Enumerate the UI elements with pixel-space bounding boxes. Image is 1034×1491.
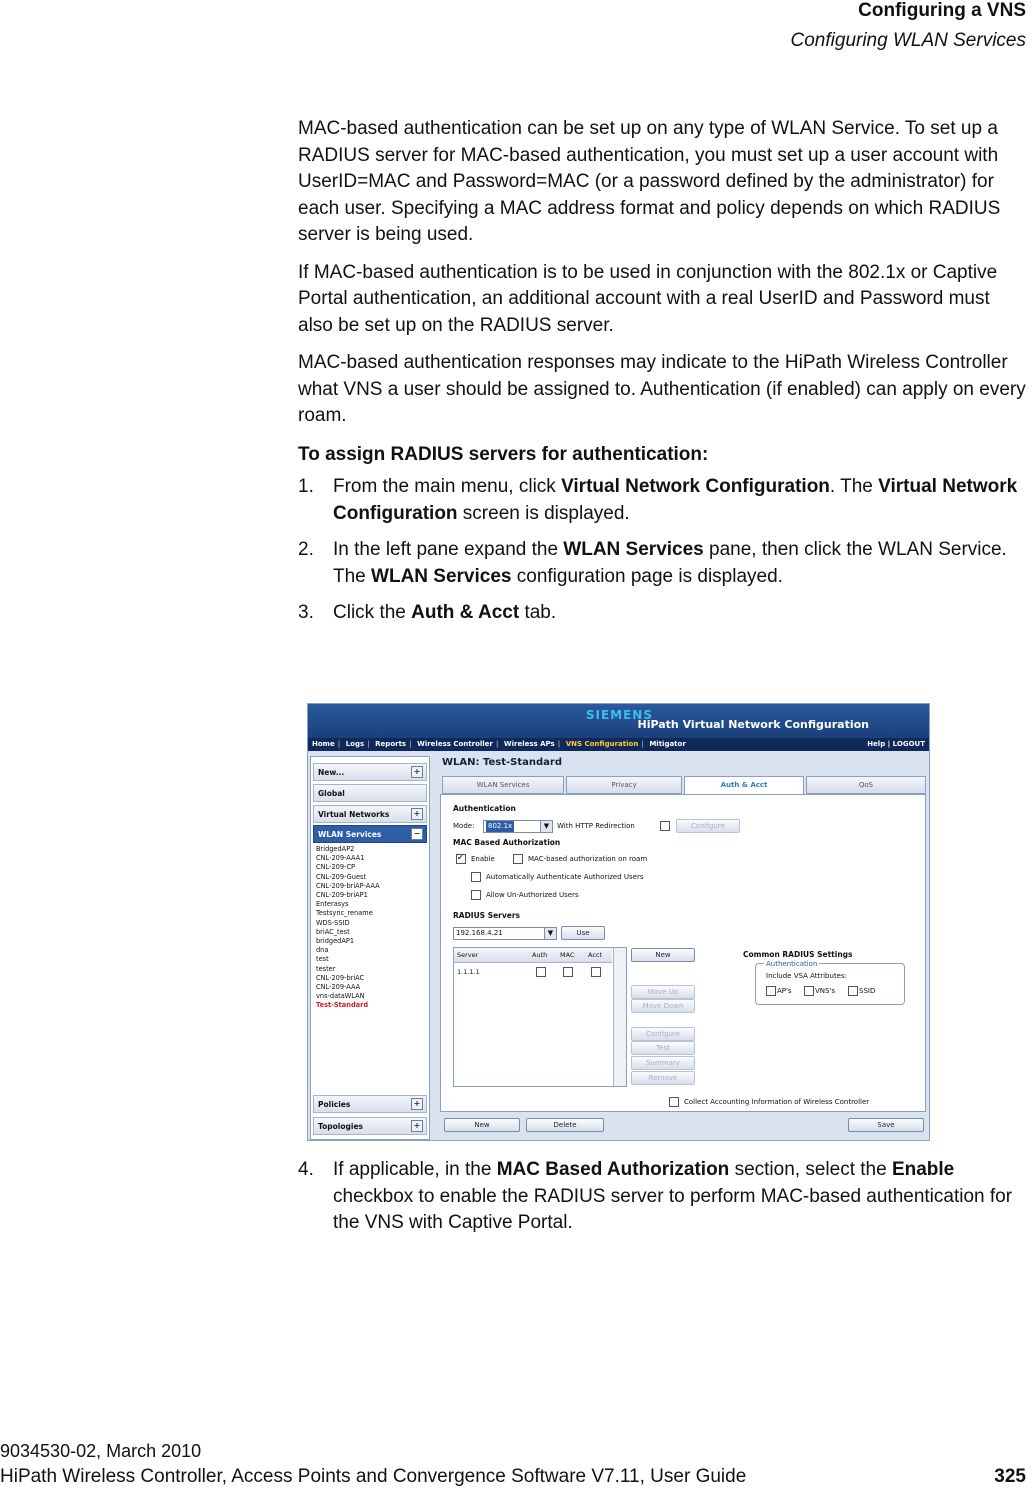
auto-auth-label: Automatically Authenticate Authorized Users bbox=[486, 873, 644, 881]
left-new[interactable]: New... + bbox=[313, 763, 427, 781]
step-text: configuration page is displayed. bbox=[511, 565, 783, 587]
service-item[interactable]: BridgedAP2 bbox=[316, 845, 355, 853]
chevron-down-icon: ▼ bbox=[540, 821, 552, 832]
summary-button[interactable]: Summary bbox=[631, 1056, 695, 1070]
wlan-service-list bbox=[316, 845, 380, 1011]
app-title: HiPath Virtual Network Configuration bbox=[637, 718, 869, 731]
vsa-vns-checkbox[interactable] bbox=[804, 986, 814, 996]
service-item[interactable]: CNL-209-briAP-AAA bbox=[316, 881, 380, 890]
move-down-button[interactable]: Move Down bbox=[631, 999, 695, 1013]
step-text: Click the bbox=[333, 602, 412, 623]
nav-wireless-aps[interactable]: Wireless APs bbox=[503, 740, 555, 748]
common-radius-box bbox=[755, 960, 905, 1005]
siemens-logo: SIEMENS bbox=[585, 708, 653, 722]
row-acct-checkbox[interactable] bbox=[591, 967, 601, 977]
left-global[interactable]: Global bbox=[313, 784, 427, 802]
allow-unauth-label: Allow Un-Authorized Users bbox=[486, 891, 579, 899]
move-up-button[interactable]: Move Up bbox=[631, 985, 695, 999]
vsa-vns-label: VNS's bbox=[815, 987, 836, 995]
step-text: . The bbox=[829, 476, 879, 497]
tab-wlan-services[interactable]: WLAN Services bbox=[442, 776, 564, 794]
use-button[interactable]: Use bbox=[561, 926, 605, 940]
procedure-title: To assign RADIUS servers for authentication: bbox=[298, 443, 709, 465]
screenshot-figure bbox=[307, 703, 930, 1141]
step-text: pane, then click the WLAN Service. The bbox=[333, 539, 1007, 587]
nav-vns-configuration[interactable]: VNS Configuration bbox=[565, 740, 639, 748]
vsa-ssid-label: SSID bbox=[859, 987, 876, 995]
table-scrollbar[interactable] bbox=[613, 948, 626, 1086]
plus-icon[interactable]: + bbox=[411, 1120, 423, 1132]
tab-auth-acct[interactable]: Auth & Acct bbox=[684, 776, 804, 795]
main-nav: Home | Logs | Reports | Wireless Controller | Wireless APs | VNS Configuration | Mitigator Help | LOGOUT bbox=[308, 738, 929, 751]
mac-auth-heading: MAC Based Authorization bbox=[453, 838, 561, 847]
service-item[interactable]: CNL-209-briAC bbox=[316, 973, 365, 982]
section-title: Configuring WLAN Services bbox=[790, 30, 1026, 51]
step-number: 4. bbox=[298, 1159, 314, 1180]
tab-privacy[interactable]: Privacy bbox=[566, 776, 682, 794]
tab-qos[interactable]: QoS bbox=[806, 776, 926, 794]
common-legend: Authentication bbox=[766, 960, 818, 968]
service-item[interactable]: dna bbox=[316, 946, 329, 955]
chapter-title: Configuring a VNS bbox=[858, 0, 1026, 21]
paragraph-2: If MAC-based authentication is to be used in conjunction with the 802.1x or Captive Portal authentication, an additional account with a real UserID and Password must also be set up on the RADIUS server. bbox=[298, 261, 998, 336]
col-server: Server bbox=[457, 951, 479, 959]
enable-checkbox[interactable] bbox=[456, 854, 466, 864]
step-bold: Enable bbox=[891, 1159, 955, 1180]
step-bold: WLAN Services bbox=[371, 565, 512, 587]
step-bold: WLAN Services bbox=[563, 539, 704, 560]
left-wlan-services[interactable]: WLAN Services − bbox=[313, 825, 427, 843]
http-redirection-checkbox[interactable] bbox=[660, 821, 670, 831]
service-item[interactable]: Testsync_rename bbox=[316, 909, 373, 918]
table-row[interactable]: 1.1.1.1 bbox=[457, 968, 480, 976]
service-item[interactable]: Enterasys bbox=[316, 900, 349, 909]
common-radius-heading: Common RADIUS Settings bbox=[743, 950, 853, 959]
step-2 bbox=[298, 537, 1028, 590]
step-number: 1. bbox=[298, 476, 314, 497]
enable-label: Enable bbox=[471, 855, 495, 863]
left-pane bbox=[310, 756, 430, 1140]
step-number: 2. bbox=[298, 539, 314, 560]
service-item[interactable]: vns-dataWLAN bbox=[316, 992, 365, 1001]
new-wlan-button[interactable]: New bbox=[444, 1118, 520, 1132]
allow-unauth-checkbox[interactable] bbox=[471, 890, 481, 900]
test-button[interactable]: Test bbox=[631, 1041, 695, 1055]
service-item[interactable]: tester bbox=[316, 964, 336, 973]
plus-icon[interactable]: + bbox=[411, 766, 423, 778]
collect-accounting-checkbox[interactable] bbox=[669, 1097, 679, 1107]
mac-roam-checkbox[interactable] bbox=[513, 854, 523, 864]
step-text: From the main menu, click bbox=[333, 476, 562, 497]
step-4 bbox=[298, 1157, 1028, 1237]
mode-label: Mode: bbox=[453, 822, 475, 830]
nav-mitigator[interactable]: Mitigator bbox=[649, 740, 686, 748]
auth-panel bbox=[440, 794, 926, 1112]
service-item[interactable]: CNL-209-briAP1 bbox=[316, 891, 368, 900]
vsa-aps-label: AP's bbox=[777, 987, 792, 995]
col-mac: MAC bbox=[560, 951, 575, 959]
main-content bbox=[298, 116, 1028, 637]
radius-server-table bbox=[453, 947, 627, 1087]
plus-icon[interactable]: + bbox=[411, 1098, 423, 1110]
app-banner bbox=[308, 704, 929, 738]
delete-button[interactable]: Delete bbox=[526, 1118, 604, 1132]
service-item-selected[interactable]: Test-Standard bbox=[316, 1001, 369, 1010]
step-bold: Virtual Network Configuration bbox=[333, 476, 1018, 524]
radius-servers-heading: RADIUS Servers bbox=[453, 911, 521, 920]
radius-server-select[interactable]: 192.168.4.21 ▼ bbox=[453, 927, 557, 940]
left-virtual-networks[interactable]: Virtual Networks + bbox=[313, 805, 427, 823]
page-number: 325 bbox=[994, 1466, 1026, 1487]
step-3 bbox=[298, 600, 1028, 627]
step-bold: MAC Based Authorization bbox=[496, 1159, 730, 1180]
doc-title: HiPath Wireless Controller, Access Points and Convergence Software V7.11, User Guide bbox=[0, 1466, 747, 1487]
service-item[interactable]: briAC_test bbox=[316, 927, 350, 936]
step-bold: Virtual Network Configuration bbox=[561, 476, 830, 497]
step-text: tab. bbox=[519, 602, 557, 623]
table-header bbox=[454, 948, 612, 963]
wlan-title: WLAN: Test-Standard bbox=[442, 757, 562, 768]
step-4-container bbox=[298, 1157, 1028, 1247]
main-pane bbox=[436, 756, 926, 1138]
row-auth-checkbox[interactable] bbox=[536, 967, 546, 977]
nav-help[interactable]: Help bbox=[867, 740, 886, 748]
step-number: 3. bbox=[298, 602, 314, 623]
mode-select[interactable]: 802.1x ▼ bbox=[483, 820, 553, 833]
collect-accounting-label: Collect Accounting Information of Wireless Controller bbox=[684, 1098, 870, 1106]
nav-logout[interactable]: LOGOUT bbox=[892, 740, 925, 748]
step-1 bbox=[298, 474, 1028, 527]
service-item[interactable]: bridgedAP1 bbox=[316, 937, 355, 946]
row-mac-checkbox[interactable] bbox=[563, 967, 573, 977]
doc-id: 9034530-02, March 2010 bbox=[0, 1441, 202, 1461]
left-topologies[interactable]: Topologies + bbox=[313, 1117, 427, 1135]
step-bold: Auth & Acct bbox=[411, 602, 520, 623]
save-button[interactable]: Save bbox=[848, 1118, 924, 1132]
left-policies[interactable]: Policies + bbox=[313, 1095, 427, 1113]
tab-bar bbox=[440, 776, 926, 794]
http-redirection-label: With HTTP Redirection bbox=[557, 822, 635, 830]
nav-reports[interactable]: Reports bbox=[375, 740, 407, 748]
col-auth: Auth bbox=[532, 951, 548, 959]
service-item[interactable]: WDS-SSID bbox=[316, 918, 350, 927]
nav-wireless-controller[interactable]: Wireless Controller bbox=[417, 740, 493, 748]
include-vsa-label: Include VSA Attributes: bbox=[766, 972, 847, 980]
step-text: section, select the bbox=[729, 1159, 892, 1180]
service-item[interactable]: CNL-209-AAA1 bbox=[316, 854, 365, 863]
plus-icon[interactable]: + bbox=[411, 808, 423, 820]
authentication-heading: Authentication bbox=[453, 804, 516, 813]
new-server-button[interactable]: New bbox=[631, 948, 695, 962]
mac-roam-label: MAC-based authorization on roam bbox=[528, 855, 648, 863]
auto-auth-checkbox[interactable] bbox=[471, 872, 481, 882]
paragraph-1: MAC-based authentication can be set up on any type of WLAN Service. To set up a RADIUS server for MAC-based authentication, you must set up a user account with UserID=MAC and Password=MAC (or a password defined by the administrator) for each user. Specifying a MAC address format and policy depends on which RADIUS server is being used. bbox=[298, 118, 1001, 245]
step-text: checkbox to enable the RADIUS server to perform MAC-based authentication for the VNS with Captive Portal. bbox=[333, 1185, 1013, 1233]
chevron-down-icon: ▼ bbox=[544, 928, 556, 939]
vsa-ssid-checkbox[interactable] bbox=[848, 986, 858, 996]
service-item[interactable]: CNL-209-CP bbox=[316, 863, 356, 872]
configure-button[interactable]: Configure bbox=[676, 819, 740, 833]
service-item[interactable]: CNL-209-AAA bbox=[316, 983, 361, 992]
service-item[interactable]: CNL-209-Guest bbox=[316, 872, 367, 881]
step-text: In the left pane expand the bbox=[333, 539, 564, 560]
configure-server-button[interactable]: Configure bbox=[631, 1027, 695, 1041]
paragraph-3: MAC-based authentication responses may indicate to the HiPath Wireless Controller what VNS a user should be assigned to. Authentication (if enabled) can apply on every roam. bbox=[298, 352, 1026, 426]
nav-logs[interactable]: Logs bbox=[345, 740, 365, 748]
remove-button[interactable]: Remove bbox=[631, 1071, 695, 1085]
nav-home[interactable]: Home bbox=[312, 740, 335, 748]
step-text: screen is displayed. bbox=[457, 502, 630, 524]
col-acct: Acct bbox=[588, 951, 603, 959]
vsa-aps-checkbox[interactable] bbox=[766, 986, 776, 996]
step-text: If applicable, in the bbox=[333, 1159, 497, 1180]
minus-icon[interactable]: − bbox=[411, 828, 423, 840]
service-item[interactable]: test bbox=[316, 955, 329, 964]
